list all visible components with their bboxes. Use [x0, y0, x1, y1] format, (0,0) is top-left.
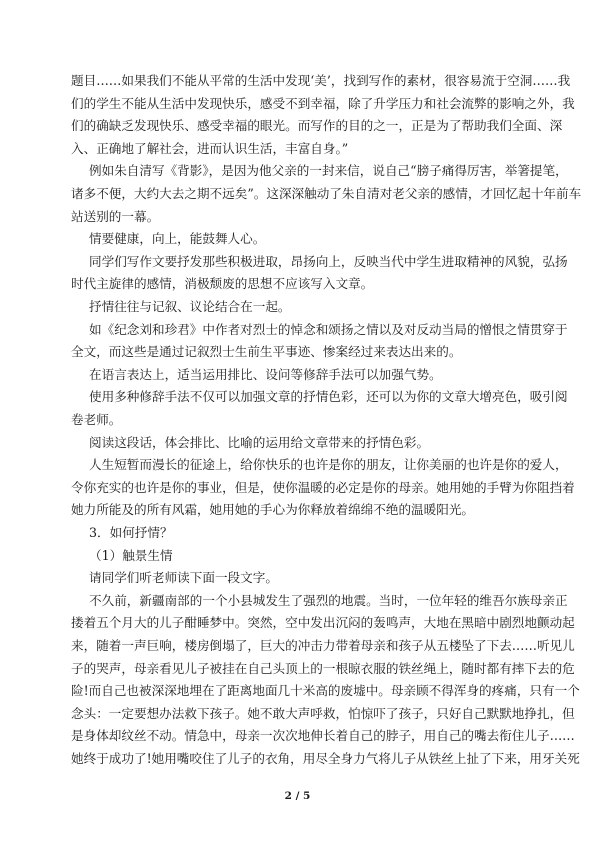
text-line: 险!而自己也被深深地埋在了距离地面几十米高的废墟中。母亲顾不得浑身的疼痛，只有一个 [71, 683, 580, 699]
subsection-heading: （1）触景生情 [89, 547, 173, 563]
text-line: 在语言表达上，适当运用排比、设问等修辞手法可以加强气势。 [89, 366, 442, 382]
text-line: 时代主旋律的感情，消极颓废的思想不应该写入文章。 [71, 276, 374, 292]
text-line: 们的学生不能从生活中发现快乐，感受不到幸福，除了升学压力和社会流弊的影响之外，我 [71, 95, 575, 111]
text-line: 诸多不便，大约大去之期不远矣”。这深深触动了朱自清对老父亲的感情，才回忆起十年前车 [71, 186, 582, 201]
text-line: 请同学们听老师读下面一段文字。 [89, 570, 278, 586]
text-line: 搂着五个月大的儿子酣睡梦中。突然，空中发出沉闷的轰鸣声，大地在黑暗中剧烈地颤动起 [71, 615, 575, 631]
text-line: 如《纪念刘和珍君》中作者对烈士的悼念和颂扬之情以及对反动当局的憎恨之情贯穿于 [89, 321, 568, 337]
text-line: 们的确缺乏发现快乐、感受幸福的眼光。而写作的目的之一，正是为了帮助我们全面、深 [71, 118, 563, 134]
text-line: 子的哭声，母亲看见儿子被挂在自己头顶上的一根晾衣服的铁丝绳上，随时都有摔下去的危 [71, 660, 575, 676]
text-line: 令你充实的也许是你的事业，但是，使你温暖的必定是你的母亲。她用她的手臂为你阻挡着 [71, 479, 575, 495]
text-line: 来，随着一声巨响，楼房倒塌了，巨大的冲击力带着母亲和孩子从五楼坠了下去……听见儿 [71, 638, 575, 653]
text-line: 题目……如果我们不能从平常的生活中发现‘美’，找到写作的素材，很容易流于空洞……我 [71, 73, 571, 88]
text-line: 同学们写作文要抒发那些积极进取，昂扬向上，反映当代中学生进取精神的风貌，弘扬 [89, 253, 568, 269]
text-line: 情要健康，向上，能鼓舞人心。 [89, 231, 266, 247]
text-line: 人生短暂而漫长的征途上，给你快乐的也许是你的朋友，让你美丽的也许是你的爱人， [89, 457, 568, 473]
text-line: 全文，而这些是通过记叙烈士生前生平事迹、惨案经过来表达出来的。 [71, 344, 462, 360]
section-heading: 3．如何抒情？ [89, 525, 173, 540]
text-line: 入、正确地了解社会，进而认识生活，丰富自身。” [71, 140, 349, 156]
text-line: 卷老师。 [71, 412, 122, 427]
text-line: 她力所能及的所有风霜，她用她的手心为你释放着绵绵不绝的温暖阳光。 [71, 502, 474, 518]
page-number: 2 / 5 [284, 790, 311, 802]
text-line: 例如朱自清写《背影》，是因为他父亲的一封来信，说自己“膀子痛得厉害，举箸提笔， [89, 163, 568, 179]
text-line: 她终于成功了!她用嘴咬住了儿子的衣角，用尽全身力气将儿子从铁丝上扯了下来，用牙关死 [71, 751, 580, 766]
text-line: 念头：一定要想办法救下孩子。她不敢大声呼救，怕惊吓了孩子，只好自己默默地挣扎，但 [71, 705, 575, 721]
text-line: 站送别的一幕。 [71, 208, 160, 224]
text-line: 使用多种修辞手法不仅可以加强文章的抒情色彩，还可以为你的文章大增亮色，吸引阅 [89, 389, 568, 405]
text-line: 是身体却纹丝不动。情急中，母亲一次次地伸长着自己的脖子，用自己的嘴去衔住儿子…… [71, 728, 575, 744]
text-line: 阅读这段话，体会排比、比喻的运用给文章带来的抒情色彩。 [89, 434, 430, 450]
text-line: 抒情往往与记叙、议论结合在一起。 [89, 299, 291, 314]
text-line: 不久前，新疆南部的一个小县城发生了强烈的地震。当时，一位年轻的维吾尔族母亲正 [89, 592, 568, 608]
